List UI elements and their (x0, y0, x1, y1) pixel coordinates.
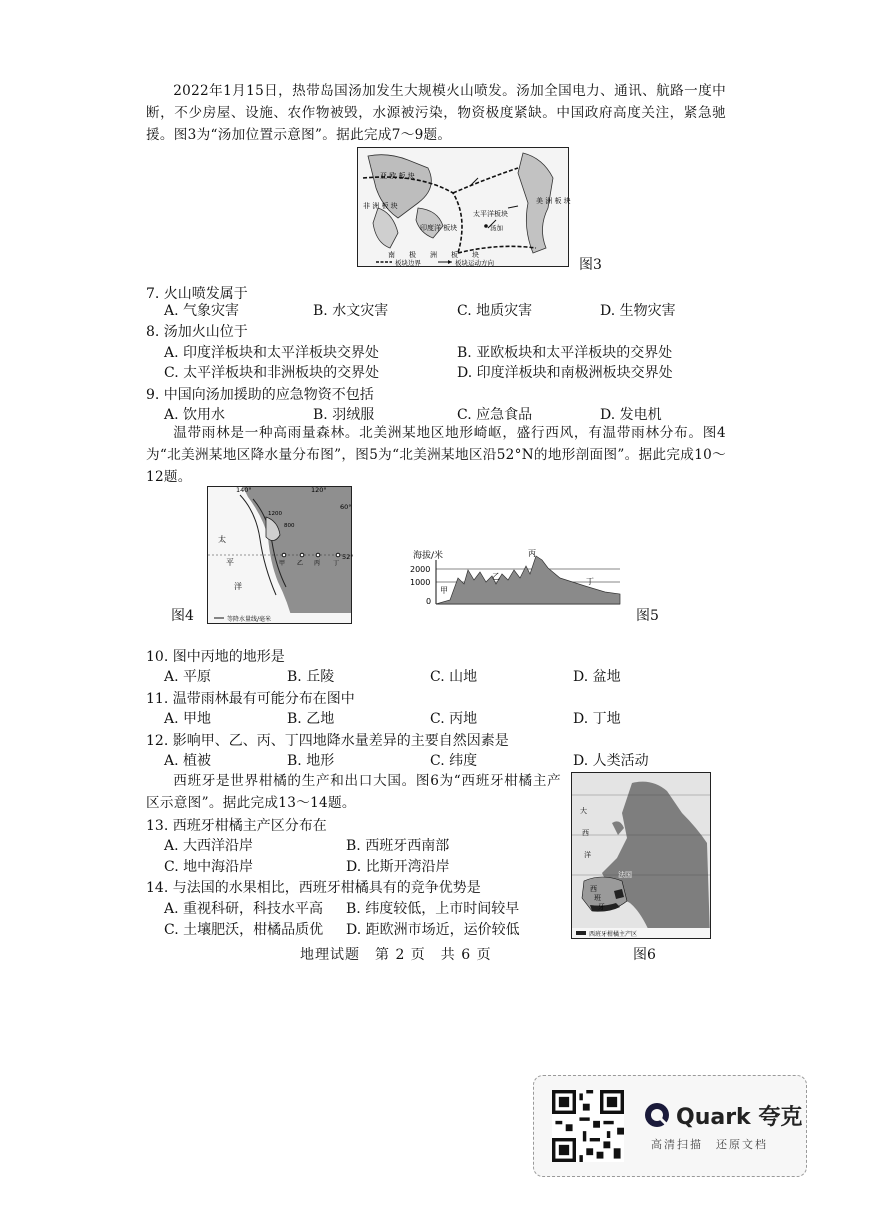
fig6-legend: 西班牙柑橘主产区 (589, 931, 638, 938)
qr-code-icon (552, 1090, 624, 1162)
quark-logo-icon (644, 1102, 670, 1128)
terrain-profile-svg (410, 548, 625, 608)
q12-option-d: D. 人类活动 (573, 753, 649, 769)
q10-option-c: C. 山地 (430, 669, 478, 685)
fig6-ocean-2: 西 (582, 829, 589, 837)
q14-option-a: A. 重视科研，科技水平高 (164, 901, 324, 917)
fig5-ytick-2000: 2000 (410, 565, 431, 574)
fig4-lat-52: 52° (342, 553, 354, 561)
fig3-american-label: 美 洲 板 块 (536, 197, 571, 205)
fig4-lon-140: 140° (236, 486, 252, 494)
q12-option-b: B. 地形 (287, 753, 335, 769)
q9-option-b: B. 羽绒服 (313, 407, 375, 423)
q11-option-c: C. 丙地 (430, 711, 478, 727)
fig6-ocean-3: 洋 (584, 851, 591, 859)
q9-option-a: A. 饮用水 (164, 407, 226, 423)
question-7-stem: 7. 火山喷发属于 (146, 286, 248, 302)
fig3-legend-direction: 板块运动方向 (455, 259, 494, 267)
fig4-ocean-1: 太 (218, 535, 226, 544)
q7-option-d: D. 生物灾害 (600, 303, 676, 319)
fig6-ocean-1: 大 (580, 807, 587, 815)
europe-map-svg (572, 773, 710, 938)
fig5-point-yi: 乙 (492, 572, 500, 581)
q13-option-c: C. 地中海沿岸 (164, 859, 254, 875)
fig5-point-bing: 丙 (528, 549, 536, 558)
fig3-indian-label: 印度洋 板块 (420, 224, 458, 232)
fig3-africa-label: 非 洲 板 块 (363, 202, 398, 210)
q8-option-d: D. 印度洋板块和南极洲板块交界处 (457, 365, 673, 381)
fig4-isoline-1200: 1200 (268, 511, 282, 517)
fig4-ocean-2: 平 (226, 558, 234, 567)
question-8-stem: 8. 汤加火山位于 (146, 324, 248, 340)
fig3-label: 图3 (579, 257, 602, 273)
q14-option-c: C. 土壤肥沃，柑橘品质优 (164, 922, 324, 938)
fig4-point-yi: 乙 (297, 560, 304, 567)
fig6-label: 图6 (633, 947, 656, 963)
question-14-stem: 14. 与法国的水果相比，西班牙柑橘具有的竞争优势是 (146, 880, 481, 896)
q13-option-b: B. 西班牙西南部 (346, 838, 450, 854)
fig3-legend-boundary: 板块边界 (395, 259, 421, 267)
q8-option-b: B. 亚欧板块和太平洋板块的交界处 (457, 345, 673, 361)
q12-option-c: C. 纬度 (430, 753, 478, 769)
q10-option-a: A. 平原 (164, 669, 212, 685)
q13-option-d: D. 比斯开湾沿岸 (346, 859, 450, 875)
question-9-stem: 9. 中国向汤加援助的应急物资不包括 (146, 387, 374, 403)
q8-option-a: A. 印度洋板块和太平洋板块交界处 (164, 345, 380, 361)
fig6-spain-2: 班 (594, 894, 601, 902)
figure-3-tonga-map (357, 147, 569, 267)
q8-option-c: C. 太平洋板块和非洲板块的交界处 (164, 365, 380, 381)
fig5-point-jia: 甲 (440, 586, 448, 595)
fig4-lat-60: 60° (340, 503, 352, 511)
fig4-point-bing: 丙 (314, 560, 321, 567)
fig4-legend: 等降水量线/毫米 (227, 616, 272, 623)
q14-option-b: B. 纬度较低，上市时间较早 (346, 901, 520, 917)
fig6-spain-3: 牙 (598, 903, 605, 911)
q7-option-a: A. 气象灾害 (164, 303, 240, 319)
tonga-plate-map (358, 148, 571, 267)
q10-option-b: B. 丘陵 (287, 669, 335, 685)
fig3-eurasia-label: 亚 欧 板 块 (380, 172, 415, 180)
figure-6-spain-citrus-map (571, 772, 711, 939)
question-12-stem: 12. 影响甲、乙、丙、丁四地降水量差异的主要自然因素是 (146, 733, 509, 749)
fig4-point-jia: 甲 (279, 560, 286, 567)
fig6-france-label: 法国 (618, 871, 632, 879)
q10-option-d: D. 盆地 (573, 669, 621, 685)
quark-subtitle: 高清扫描 还原文档 (651, 1138, 768, 1151)
citrus-legend-icon (576, 931, 586, 935)
fig4-label: 图4 (171, 608, 194, 624)
fig3-pacific-label: 太平洋板块 (473, 210, 508, 218)
fig4-ocean-3: 洋 (234, 582, 242, 591)
quark-scan-badge[interactable] (533, 1075, 807, 1177)
q9-option-d: D. 发电机 (600, 407, 662, 423)
q13-option-a: A. 大西洋沿岸 (164, 838, 254, 854)
figure-5-terrain-profile (410, 548, 625, 608)
q14-option-d: D. 距欧洲市场近，运价较低 (346, 922, 520, 938)
fig5-point-ding: 丁 (586, 577, 594, 586)
passage-tonga: 2022年1月15日，热带岛国汤加发生大规模火山喷发。汤加全国电力、通讯、航路一度中断，不少房屋、设施、农作物被毁，水源被污染，物资极度紧缺。中国政府高度关注，紧急驰援。图3为“汤加位置示意图”。据此完成7～9题。 (146, 83, 726, 143)
passage-temperate-rainforest: 温带雨林是一种高雨量森林。北美洲某地区地形崎岖，盛行西风，有温带雨林分布。图4为“北美洲某地区降水量分布图”，图5为“北美洲某地区沿52°N的地形剖面图”。据此完成10～12题。 (146, 425, 726, 485)
q9-option-c: C. 应急食品 (457, 407, 533, 423)
q7-option-b: B. 水文灾害 (313, 303, 389, 319)
q12-option-a: A. 植被 (164, 753, 212, 769)
tonga-point-icon (484, 224, 488, 228)
figure-4-precipitation-map (207, 486, 352, 624)
passage-spain-citrus: 西班牙是世界柑橘的生产和出口大国。图6为“西班牙柑橘主产区示意图”。据此完成13～14题。 (146, 773, 561, 811)
question-11-stem: 11. 温带雨林最有可能分布在图中 (146, 691, 355, 707)
fig5-ytick-1000: 1000 (410, 578, 431, 587)
fig5-ytick-0: 0 (426, 597, 432, 606)
fig6-spain-1: 西 (590, 885, 597, 893)
fig3-antarctic-label: 南 极 洲 板 块 (388, 251, 479, 259)
q11-option-d: D. 丁地 (573, 711, 621, 727)
page-footer: 地理试题 第 2 页 共 6 页 (300, 947, 492, 963)
fig4-isoline-800: 800 (284, 523, 295, 529)
question-13-stem: 13. 西班牙柑橘主产区分布在 (146, 818, 327, 834)
q11-option-b: B. 乙地 (287, 711, 335, 727)
question-10-stem: 10. 图中丙地的地形是 (146, 649, 285, 665)
fig3-tonga-label: 汤加 (490, 224, 503, 232)
fig4-lon-120: 120° (311, 486, 327, 494)
q11-option-a: A. 甲地 (164, 711, 212, 727)
fig5-label: 图5 (636, 608, 659, 624)
quark-brand: Quark 夸克 (676, 1105, 803, 1130)
fig4-point-ding: 丁 (333, 560, 340, 567)
fig5-ylabel: 海拔/米 (413, 551, 444, 561)
q7-option-c: C. 地质灾害 (457, 303, 533, 319)
precipitation-map-svg (208, 486, 354, 623)
